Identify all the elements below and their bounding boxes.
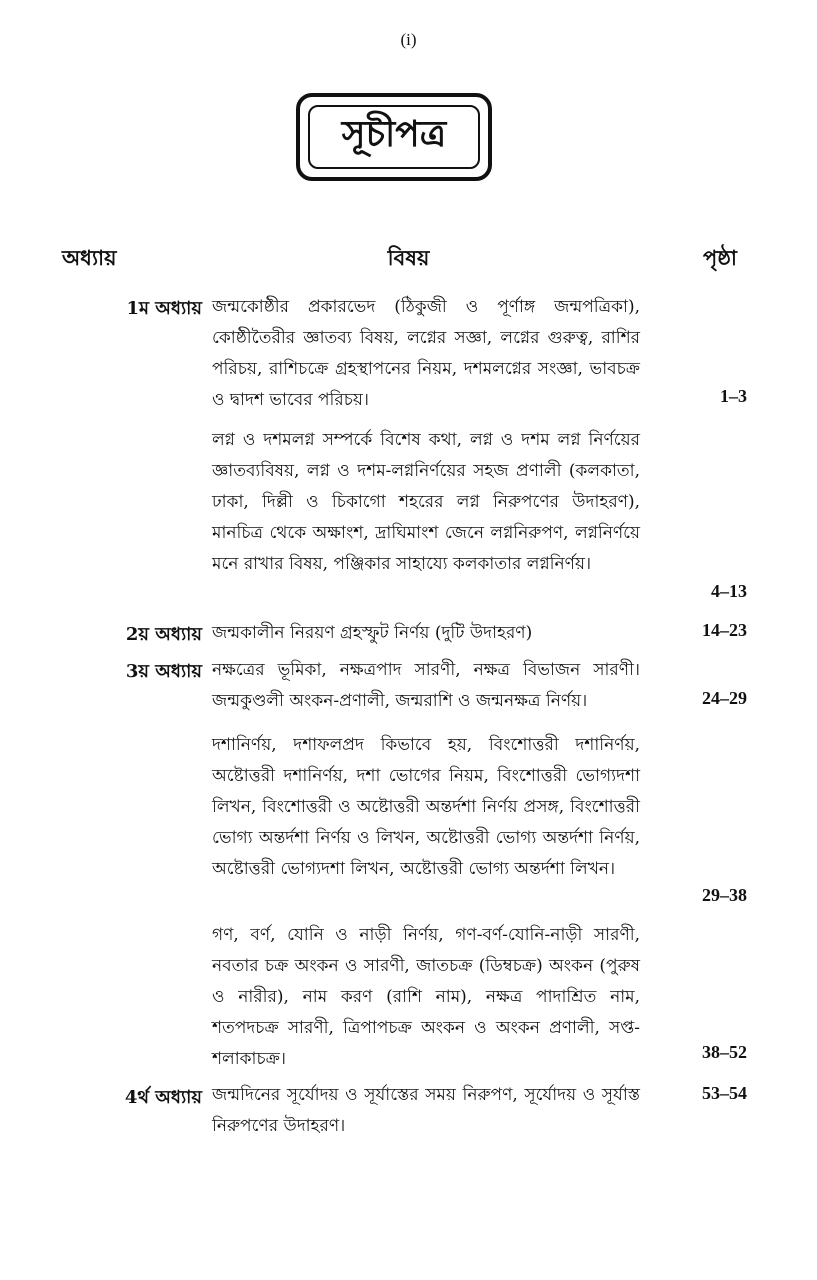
entry-text: গণ, বর্ণ, যোনি ও নাড়ী নির্ণয়, গণ-বর্ণ-যোনি-নাড়ী সারণী, নবতার চক্র অংকন ও সারণী, জাতচক্র (ডিম্বচক্র) অংকন (পুরুষ ও নারীর), নাম করণ (রাশি নাম), নক্ষত্র পাদাশ্রিত নাম, শতপদচক্র সারণী, ত্রিপাপচক্র অংকন ও অংকন প্রণালী, সপ্ত-শলাকাচক্র। [212,925,640,1069]
page-number: (i) [400,30,417,49]
header-page: পৃষ্ঠা [702,245,737,270]
chapter-label: 1ম অধ্যায় [126,298,202,319]
page-range: 14–23 [702,620,747,640]
chapter-label: 4র্থ অধ্যায় [124,1087,202,1108]
chapter-label: 2য় অধ্যায় [125,624,202,645]
header-chapter: অধ্যায় [62,245,117,270]
page-range: 29–38 [702,885,747,905]
entry-text: নক্ষত্রের ভূমিকা, নক্ষত্রপাদ সারণী, নক্ষত্র বিভাজন সারণী। জন্মকুণ্ডলী অংকন-প্রণালী, জন্মরাশি ও জন্মনক্ষত্র নির্ণয়। [212,660,640,711]
page-title: সূচীপত্র [308,105,480,169]
title-frame [296,93,492,181]
page-range: 1–3 [720,386,747,406]
page-range: 4–13 [711,581,747,601]
entry-text: জন্মদিনের সূর্যোদয় ও সূর্যাস্তের সময় নিরুপণ, সূর্যোদয় ও সূর্যাস্ত নিরুপণের উদাহরণ। [212,1085,640,1136]
page-range: 38–52 [702,1042,747,1062]
header-subject: বিষয় [387,245,430,270]
chapter-label: 3য় অধ্যায় [125,661,202,682]
page-range: 24–29 [702,688,747,708]
entry-text: জন্মকালীন নিরয়ণ গ্রহস্ফুট নির্ণয় (দুটি উদাহরণ) [212,623,533,643]
entry-text: লগ্ন ও দশমলগ্ন সম্পর্কে বিশেষ কথা, লগ্ন ও দশম লগ্ন নির্ণয়ের জ্ঞাতব্যবিষয়, লগ্ন ও দশম-লগ্ননির্ণয়ের সহজ প্রণালী (কলকাতা, ঢাকা, দিল্লী ও চিকাগো শহরের লগ্ন নিরুপণের উদাহরণ), মানচিত্র থেকে অক্ষাংশ, দ্রাঘিমাংশ জেনে লগ্ননিরুপণ, লগ্ননির্ণয়ে মনে রাখার বিষয়, পঞ্জিকার সাহায্যে কলকাতার লগ্ননির্ণয়। [212,430,640,574]
entry-text: জন্মকোষ্ঠীর প্রকারভেদ (ঠিকুজী ও পূর্ণাঙ্গ জন্মপত্রিকা), কোষ্ঠীতৈরীর জ্ঞাতব্য বিষয়, লগ্নের সজ্ঞা, লগ্নের গুরুত্ব, রাশির পরিচয়, রাশিচক্রে গ্রহস্থাপনের নিয়ম, দশমলগ্নের সংজ্ঞা, ভাবচক্র ও দ্বাদশ ভাবের পরিচয়। [212,297,640,410]
page-range: 53–54 [702,1083,747,1103]
entry-text: দশানির্ণয়, দশাফলপ্রদ কিভাবে হয়, বিংশোত্তরী দশানির্ণয়, অষ্টোত্তরী দশানির্ণয়, দশা ভোগের নিয়ম, বিংশোত্তরী ভোগ্যদশা লিখন, বিংশোত্তরী ও অষ্টোত্তরী অন্তর্দশা নির্ণয় প্রসঙ্গ, বিংশোত্তরী ভোগ্য অন্তর্দশা নির্ণয় ও লিখন, অষ্টোত্তরী ভোগ্য অন্তর্দশা নির্ণয়, অষ্টোত্তরী ভোগ্যদশা লিখন, অষ্টোত্তরী ভোগ্য অন্তর্দশা লিখন। [212,735,640,879]
